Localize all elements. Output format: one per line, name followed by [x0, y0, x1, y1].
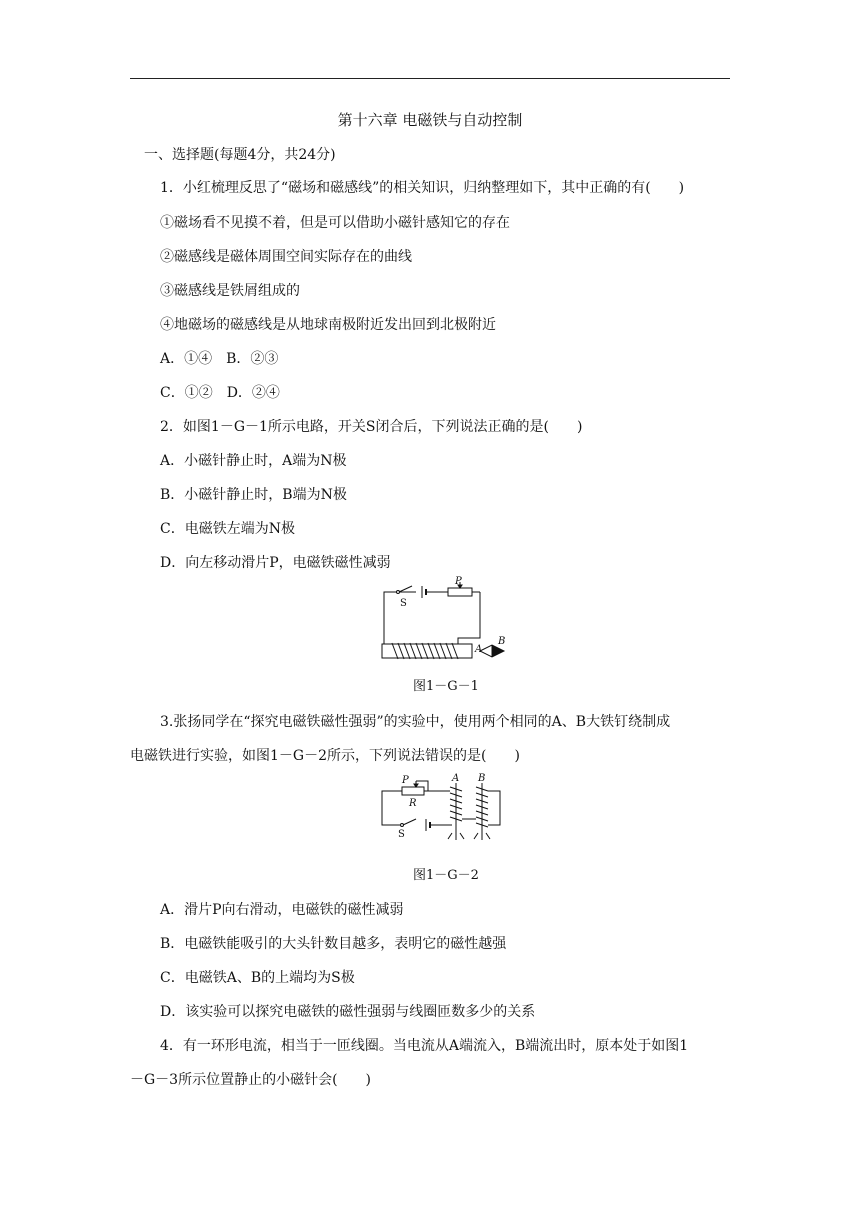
- figure-1-label-s: S: [400, 598, 407, 609]
- question-1-options: A．①④ B．②③: [160, 351, 279, 367]
- question-3-option: A．滑片P向右滑动，电磁铁的磁性减弱: [160, 902, 404, 918]
- question-2-option: C．电磁铁左端为N极: [160, 521, 295, 537]
- figure-1-label-b: B: [498, 636, 506, 647]
- header-rule: [130, 78, 730, 79]
- circuit-figure-2: [376, 773, 516, 843]
- question-3-option: D．该实验可以探究电磁铁的磁性强弱与线圈匝数多少的关系: [160, 1004, 536, 1020]
- question-2-stem: 2．如图1－G－1所示电路，开关S闭合后，下列说法正确的是( ): [160, 419, 583, 435]
- question-4-stem-line-1: 4．有一环形电流，相当于一匝线圈。当电流从A端流入，B端流出时，原本处于如图1: [160, 1038, 689, 1054]
- question-2-option: B．小磁针静止时，B端为N极: [160, 487, 347, 503]
- figure-2-label-a: A: [452, 773, 460, 784]
- figure-1-label-a: A: [475, 644, 483, 655]
- figure-2-label-r: R: [409, 798, 417, 809]
- figure-2-label-p: P: [402, 775, 409, 786]
- question-2-option: D．向左移动滑片P，电磁铁磁性减弱: [160, 555, 391, 571]
- question-4-stem-line-2: －G－3所示位置静止的小磁针会( ): [130, 1072, 372, 1088]
- question-3-stem-line-1: 3.张扬同学在“探究电磁铁磁性强弱”的实验中，使用两个相同的A、B大铁钉绕制成: [160, 714, 671, 730]
- question-1-statement: ②磁感线是磁体周围空间实际存在的曲线: [160, 249, 412, 265]
- question-3-option: C．电磁铁A、B的上端均为S极: [160, 970, 355, 986]
- question-1-statement: ①磁场看不见摸不着，但是可以借助小磁针感知它的存在: [160, 215, 510, 231]
- question-3-stem-line-2: 电磁铁进行实验，如图1－G－2所示，下列说法错误的是( ): [130, 748, 520, 764]
- question-3-option: B．电磁铁能吸引的大头针数目越多，表明它的磁性越强: [160, 936, 507, 952]
- chapter-title: 第十六章 电磁铁与自动控制: [337, 111, 523, 129]
- question-1-statement: ③磁感线是铁屑组成的: [160, 283, 300, 299]
- figure-2-label-s: S: [398, 829, 405, 840]
- question-2-option: A．小磁针静止时，A端为N极: [160, 453, 347, 469]
- section-heading: 一、选择题(每题4分，共24分): [144, 147, 336, 163]
- figure-2-label-b: B: [478, 773, 486, 784]
- figure-1-label-p: P: [455, 576, 462, 587]
- figure-1-caption: 图1－G－1: [413, 679, 479, 694]
- circuit-figure-1: [376, 574, 516, 670]
- question-1-stem: 1．小红梳理反思了“磁场和磁感线”的相关知识，归纳整理如下，其中正确的有( ): [160, 180, 685, 196]
- figure-2-caption: 图1－G－2: [413, 868, 479, 883]
- question-1-statement: ④地磁场的磁感线是从地球南极附近发出回到北极附近: [160, 317, 496, 333]
- question-1-options: C．①② D．②④: [160, 385, 280, 401]
